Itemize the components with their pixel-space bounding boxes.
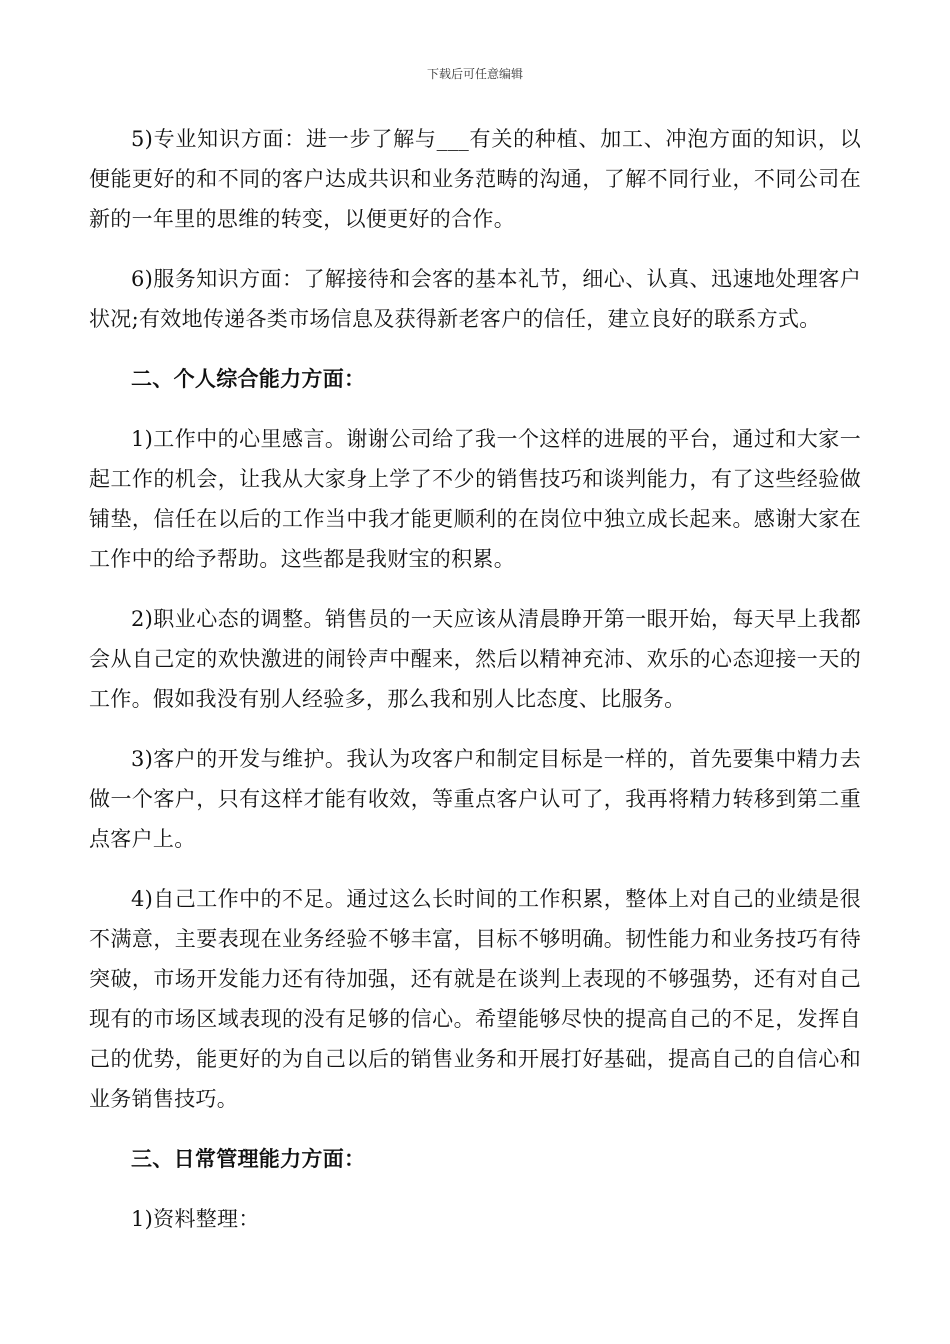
document-body [89,119,861,1239]
paragraph-service-knowledge: 6)服务知识方面：了解接待和会客的基本礼节，细心、认真、迅速地处理客户状况;有效地传递各类市场信息及获得新老客户的信任，建立良好的联系方式。 [89,267,861,331]
paragraph-gap [89,239,861,259]
paragraph-gap [89,1179,861,1199]
section-heading-personal-ability: 二、个人综合能力方面： [131,366,366,391]
paragraph-data-organization: 1)资料整理： [131,1207,260,1231]
paragraph-professional-knowledge: 5)专业知识方面：进一步了解与___有关的种植、加工、冲泡方面的知识，以便能更好的和不同的客户达成共识和业务范畴的沟通，了解不同行业，不同公司在新的一年里的思维的转变，以便更好的合作。 [89,127,861,231]
paragraph-gap [89,579,861,599]
paragraph-gap [89,399,861,419]
paragraph-gap [89,1119,861,1139]
paragraph-gap [89,719,861,739]
paragraph-customer-development: 3)客户的开发与维护。我认为攻客户和制定目标是一样的，首先要集中精力去做一个客户，只有这样才能有收效，等重点客户认可了，我再将精力转移到第二重点客户上。 [89,747,861,851]
paragraph-work-feelings: 1)工作中的心里感言。谢谢公司给了我一个这样的进展的平台，通过和大家一起工作的机会，让我从大家身上学了不少的销售技巧和谈判能力，有了这些经验做铺垫，信任在以后的工作当中我才能更顺利的在岗位中独立成长起来。感谢大家在工作中的给予帮助。这些都是我财宝的积累。 [89,427,861,571]
paragraph-mindset-adjustment: 2)职业心态的调整。销售员的一天应该从清晨睁开第一眼开始，每天早上我都会从自己定的欢快激进的闹铃声中醒来，然后以精神充沛、欢乐的心态迎接一天的工作。假如我没有别人经验多，那么我和别人比态度、比服务。 [89,607,861,711]
page-header: 下载后可任意编辑 [426,67,523,81]
section-heading-daily-management: 三、日常管理能力方面： [131,1146,366,1171]
paragraph-shortcomings: 4)自己工作中的不足。通过这么长时间的工作积累，整体上对自己的业绩是很不满意，主要表现在业务经验不够丰富，目标不够明确。韧性能力和业务技巧有待突破，市场开发能力还有待加强，还有就是在谈判上表现的不够强势，还有对自己现有的市场区域表现的没有足够的信心。希望能够尽快的提高自己的不足，发挥自己的优势，能更好的为自己以后的销售业务和开展打好基础，提高自己的自信心和业务销售技巧。 [89,887,861,1111]
paragraph-gap [89,859,861,879]
paragraph-gap [89,339,861,359]
